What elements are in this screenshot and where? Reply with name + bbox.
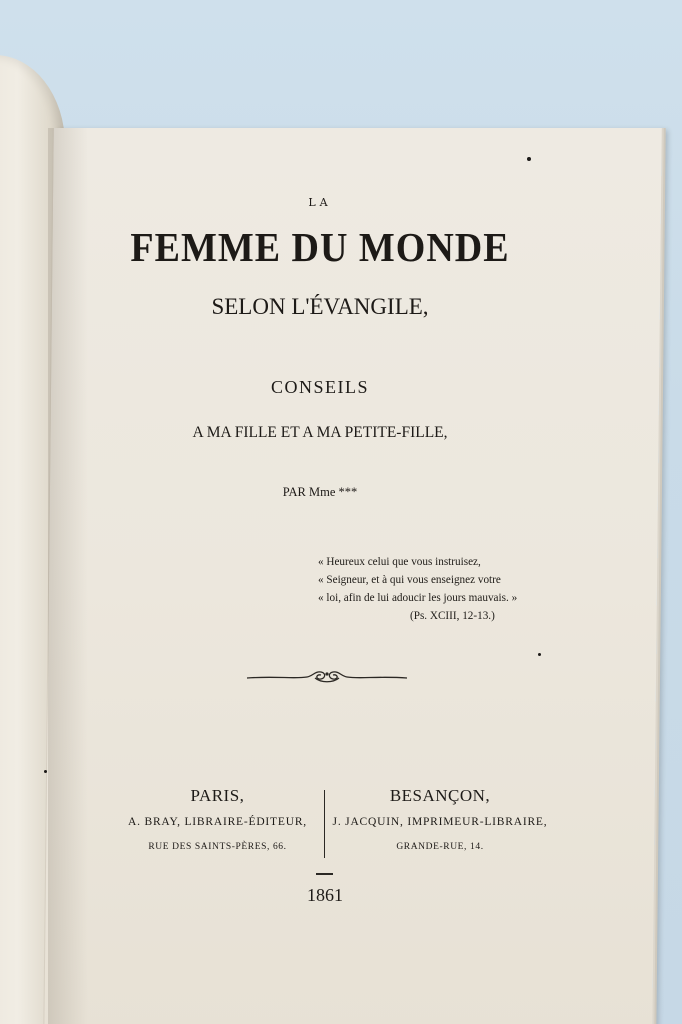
subtitle: SELON L'ÉVANGILE, xyxy=(211,294,429,319)
imprint-publisher: J. JACQUIN, IMPRIMEUR-LIBRAIRE, xyxy=(332,816,548,828)
section-heading: CONSEILS xyxy=(270,377,369,397)
paper-speck xyxy=(538,653,541,656)
epigraph-reference: (Ps. XCIII, 12-13.) xyxy=(410,610,495,622)
paper-speck xyxy=(44,770,47,773)
author-line: PAR Mme *** xyxy=(282,485,358,499)
imprint-publisher: A. BRAY, LIBRAIRE-ÉDITEUR, xyxy=(128,816,307,828)
dedication-line: A MA FILLE ET A MA PETITE-FILLE, xyxy=(192,424,448,441)
year-rule xyxy=(316,873,333,875)
ornament-flourish-icon xyxy=(245,666,409,688)
page-gutter-shadow xyxy=(48,128,88,1024)
imprint-city: PARIS, xyxy=(190,786,245,805)
imprint-address: GRANDE-RUE, 14. xyxy=(396,842,484,852)
publication-year: 1861 xyxy=(307,885,343,905)
epigraph-line: « Seigneur, et à qui vous enseignez votre xyxy=(318,574,501,586)
epigraph-line: « Heureux celui que vous instruisez, xyxy=(318,556,481,568)
imprint-paris xyxy=(110,786,325,852)
imprint-divider xyxy=(324,790,325,858)
imprint-address: RUE DES SAINTS-PÈRES, 66. xyxy=(148,842,287,852)
main-title: FEMME DU MONDE xyxy=(130,225,510,271)
paper-speck xyxy=(527,157,531,161)
epigraph xyxy=(318,553,538,625)
epigraph-line: « loi, afin de lui adoucir les jours mauvais. » xyxy=(318,592,518,604)
imprint-besancon xyxy=(330,786,550,852)
title-article: LA xyxy=(308,196,332,209)
imprint-city: BESANÇON, xyxy=(389,786,491,805)
